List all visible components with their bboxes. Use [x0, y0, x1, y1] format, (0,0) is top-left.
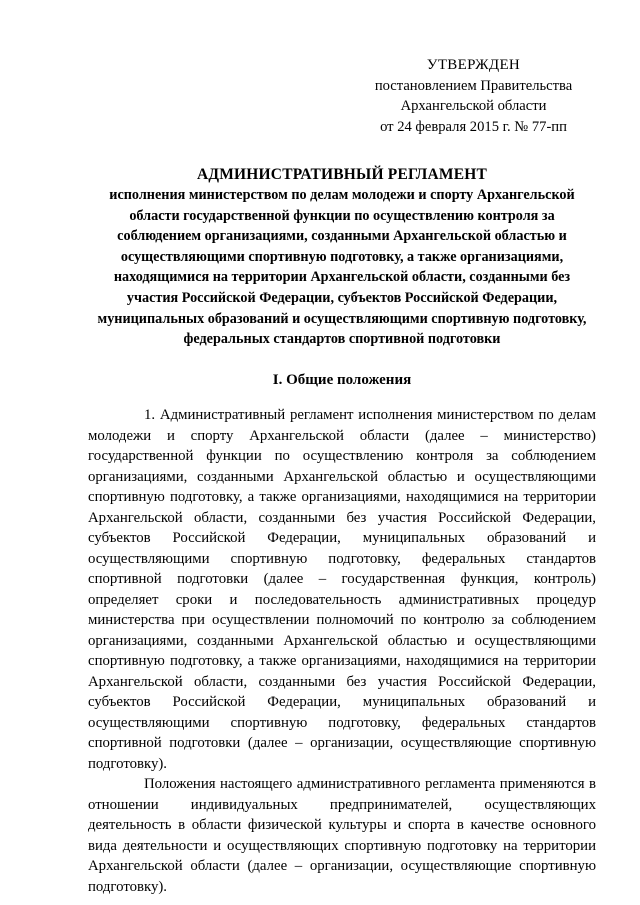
document-body [88, 405, 596, 897]
document-title [88, 165, 596, 350]
title-main: АДМИНИСТРАТИВНЫЙ РЕГЛАМЕНТ [196, 166, 488, 183]
section-heading: I. Общие положения [272, 372, 412, 388]
approval-line-2: Архангельской области [400, 98, 547, 114]
title-subtitle: исполнения министерством по делам молодежи и спорту Архангельской области государственной функции по осуществлению контроля за соблюдением организациями, созданными Архангельской областью и осуществляющими спортивную подготовку, а также организациями, находящимися на территории Архангельской области, созданными без участия Российской Федерации, субъектов Российской Федерации, муниципальных образований и осуществляющими спортивную подготовку, федеральных стандартов спортивной подготовки [97, 187, 587, 348]
paragraph-2: Положения настоящего административного регламента применяются в отношении индивидуальных предпринимателей, осуществляющих деятельность в области физической культуры и спорта в качестве основного вида деятельности и осуществляющих спортивную подготовку на территории Архангельской области (далее – организации, осуществляющие спортивную подготовку). [88, 776, 596, 895]
approval-stamp: УТВЕРЖДЕН [426, 57, 521, 73]
paragraph-1: 1. Административный регламент исполнения министерством по делам молодежи и спорту Архангельской области (далее – министерство) государственной функции по осуществлению контроля за соблюдением организациями, созданными Архангельской областью и осуществляющими спортивную подготовку, а также организациями, находящимися на территории Архангельской области, созданными без участия Российской Федерации, субъектов Российской Федерации, муниципальных образований и осуществляющими спортивную подготовку, федеральных стандартов спортивной подготовки (далее – государственная функция, контроль) определяет сроки и последовательность административных процедур министерства при осуществлении полномочий по контролю за соблюдением организациями, созданными Архангельской областью и осуществляющими спортивную подготовку, а также организациями, находящимися на территории Архангельской области, созданными без участия Российской Федерации, субъектов Российской Федерации, муниципальных образований и осуществляющими спортивную подготовку, федеральных стандартов спортивной подготовки (далее – организации, осуществляющие спортивную подготовку). [88, 407, 596, 772]
approval-line-3: от 24 февраля 2015 г. № 77-пп [380, 118, 567, 135]
approval-block [360, 55, 587, 137]
approval-line-1: постановлением Правительства [374, 77, 573, 94]
